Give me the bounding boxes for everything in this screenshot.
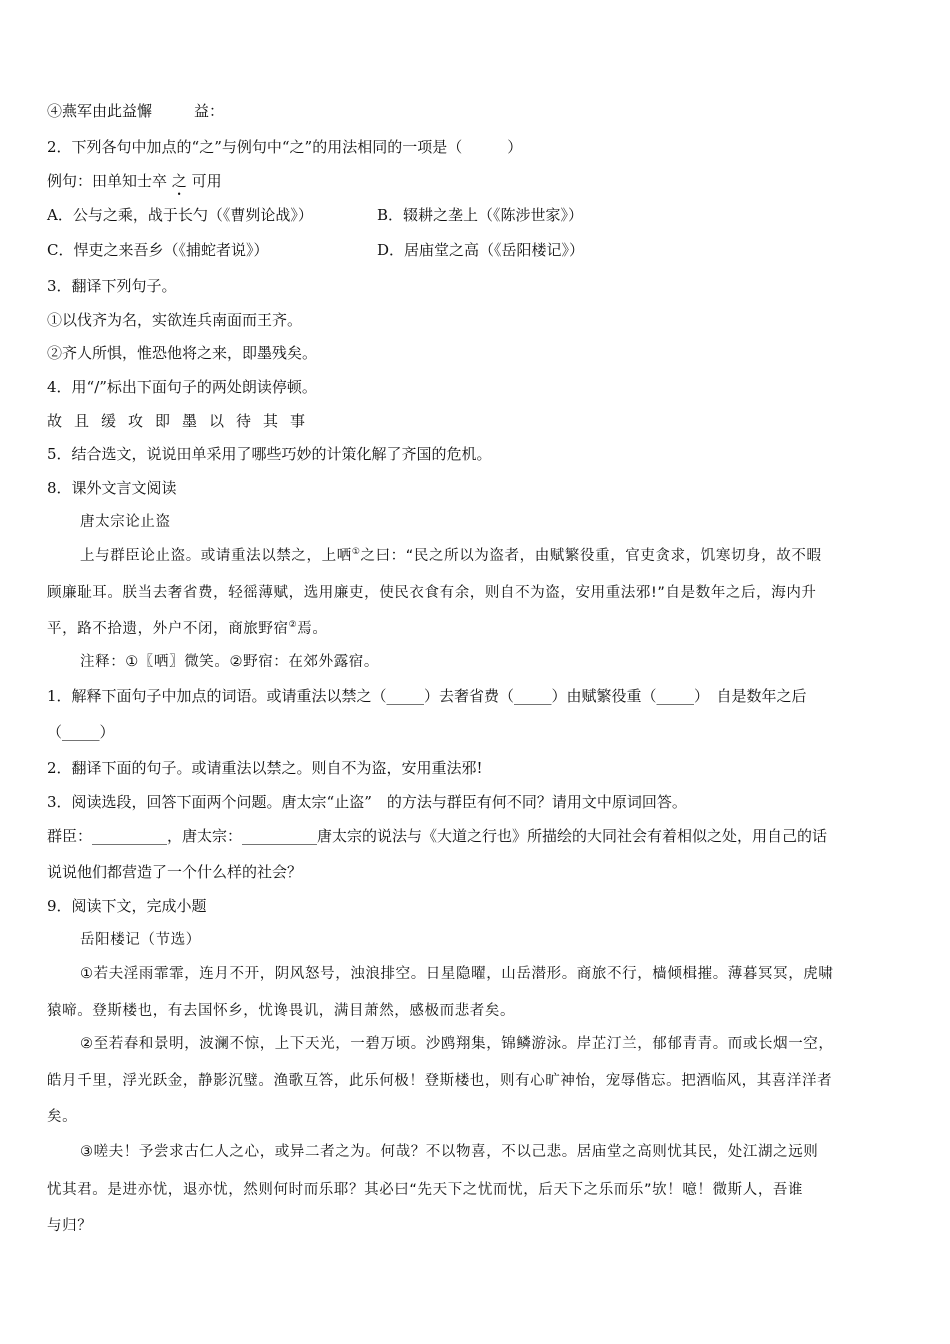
question-3-sentence-2: ②齐人所惧，惟恐他将之来，即墨残矣。 (47, 344, 318, 362)
section-8-annotation: 注释：①〖哂〗微笑。②野宿：在郊外露宿。 (80, 654, 379, 670)
section-8-question-3-line-2: 群臣：__________，唐太宗：__________唐太宗的说法与《大道之行也》所描绘的大同社会有着相似之处，用自己的话 (47, 827, 828, 845)
section-8-question-1-cont: （_____） (47, 723, 115, 741)
item-4-text: ④燕军由此益懈 (47, 102, 153, 120)
footnote-marker-2: ② (288, 620, 298, 631)
section-8-heading: 8．课外文言文阅读 (47, 479, 177, 497)
question-5-stem: 5．结合选文，说说田单采用了哪些巧妙的计策化解了齐国的危机。 (47, 445, 492, 463)
section-9-paragraph-1-line-2: 猿啼。登斯楼也，有去国怀乡，忧谗畏讥，满目萧然，感极而悲者矣。 (47, 1003, 516, 1019)
section-9-paragraph-3-line-3: 与归？ (47, 1218, 93, 1234)
section-8-question-3: 3．阅读选段，回答下面两个问题。唐太宗“止盗” 的方法与群臣有何不同？请用文中原词回答。 (47, 793, 687, 811)
section-9-paragraph-2-line-1: ②至若春和景明，波澜不惊，上下天光，一碧万顷。沙鸥翔集，锦鳞游泳。岸芷汀兰，郁郁青青。而或长烟一空， (80, 1036, 834, 1052)
example-suffix: 可用 (191, 172, 222, 190)
section-9-paragraph-3-line-1: ③嗟夫！予尝求古仁人之心，或异二者之为。何哉？不以物喜，不以己悲。居庙堂之高则忧其民，处江湖之远则 (80, 1144, 819, 1160)
section-9-passage-title: 岳阳楼记（节选） (80, 932, 201, 948)
option-c: C．悍吏之来吾乡（《捕蛇者说》） (47, 241, 269, 259)
section-8-question-3-line-3: 说说他们都营造了一个什么样的社会？ (47, 863, 303, 881)
question-3-sentence-1: ①以伐齐为名，实欲连兵南面而王齐。 (47, 311, 303, 329)
section-9-paragraph-1-line-1: ①若夫淫雨霏霏，连月不开，阴风怒号，浊浪排空。日星隐曜，山岳潜形。商旅不行，樯倾楫摧。薄暮冥冥，虎啸 (80, 966, 834, 982)
section-9-heading: 9．阅读下文，完成小题 (47, 897, 207, 915)
section-8-passage-title: 唐太宗论止盗 (80, 514, 171, 530)
item-4-line (47, 101, 224, 121)
passage-text: 焉。 (297, 621, 328, 637)
section-9-paragraph-2-line-3: 矣。 (47, 1109, 78, 1125)
passage-text: 之曰：“民之所以为盗者，由赋繁役重，官吏贪求，饥寒切身，故不暇 (360, 548, 822, 564)
example-prefix: 例句：田单知士卒 (47, 172, 168, 190)
question-4-sentence: 故且缓攻即墨以待其事 (47, 412, 318, 430)
example-dotted-zhi: 之 (171, 172, 187, 190)
section-8-question-1: 1．解释下面句子中加点的词语。或请重法以禁之（_____）去奢省费（_____）由赋繁役重（_____） 自是数年之后 (47, 687, 807, 705)
question-3-stem: 3．翻译下列句子。 (47, 277, 177, 295)
section-8-question-2: 2．翻译下面的句子。或请重法以禁之。则自不为盗，安用重法邪! (47, 759, 483, 777)
section-8-passage-line-3 (47, 619, 327, 639)
section-9-paragraph-3-line-2: 忧其君。是进亦忧，退亦忧，然则何时而乐耶？其必曰“先天下之忧而忧，后天下之乐而乐”欤！噫！微斯人，吾谁 (47, 1182, 804, 1198)
passage-text: 平，路不拾遗，外户不闭，商旅野宿 (47, 621, 289, 637)
section-8-passage-line-1 (80, 546, 822, 566)
option-a: A．公与之乘，战于长勺（《曹刿论战》） (47, 206, 313, 224)
question-2-stem: 2．下列各句中加点的“之”与例句中“之”的用法相同的一项是（ ） (47, 138, 523, 156)
option-d: D．居庙堂之高（《岳阳楼记》） (377, 241, 585, 259)
footnote-marker-1: ① (351, 547, 361, 558)
item-4-blank-label: 益： (194, 102, 225, 120)
question-4-stem: 4．用“/”标出下面句子的两处朗读停顿。 (47, 378, 317, 396)
section-9-paragraph-2-line-2: 皓月千里，浮光跃金，静影沉璧。渔歌互答，此乐何极！登斯楼也，则有心旷神怡，宠辱偕忘。把酒临风，其喜洋洋者 (47, 1073, 833, 1089)
option-b: B．辍耕之垄上（《陈涉世家》） (377, 206, 584, 224)
passage-text: 上与群臣论止盗。或请重法以禁之，上哂 (80, 548, 352, 564)
question-2-example (47, 171, 222, 199)
section-8-passage-line-2: 顾廉耻耳。朕当去奢省费，轻徭薄赋，选用廉吏，使民衣食有余，则自不为盗，安用重法邪!”自是数年之后，海内升 (47, 585, 817, 601)
